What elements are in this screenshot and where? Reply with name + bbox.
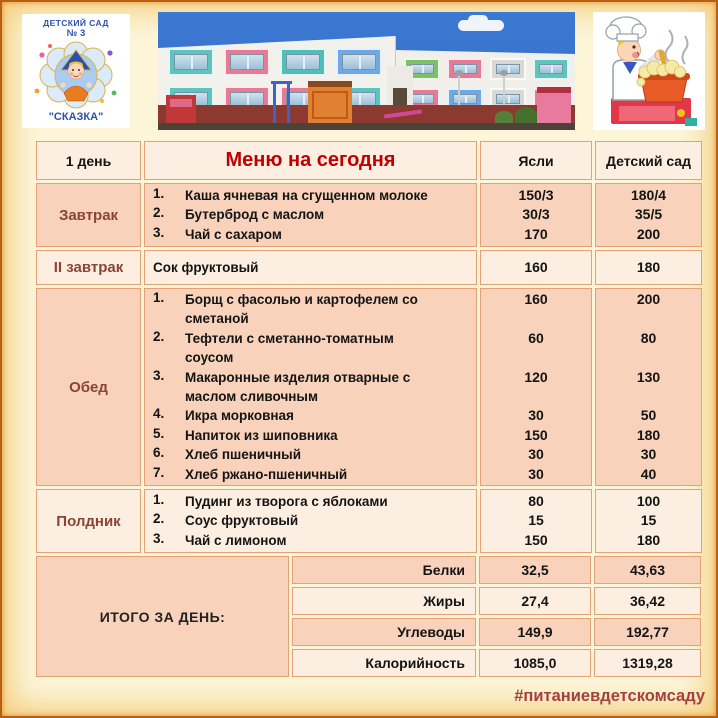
- nutrient-value-sad: 36,42: [594, 587, 701, 615]
- portion-value: 100: [636, 492, 661, 509]
- nutrient-label: Жиры: [292, 587, 476, 615]
- item-number: 6.: [153, 445, 165, 461]
- item-number: 5.: [153, 425, 165, 441]
- portion-value: 80: [640, 329, 657, 346]
- menu-items-cell: [144, 288, 477, 486]
- portion-value: 180/4: [630, 186, 667, 203]
- menu-item-line: Пудинг из творога с яблоками: [185, 493, 388, 509]
- menu-item-line: Хлеб ржано-пшеничный: [185, 466, 348, 482]
- portion-value: [481, 309, 591, 328]
- item-text: [185, 290, 418, 329]
- playground-pole: [287, 81, 290, 123]
- item-text: [185, 531, 286, 550]
- header-sad: Детский сад: [595, 141, 702, 180]
- portion-value: 170: [524, 225, 548, 242]
- hashtag: #питаниевдетскомсаду: [514, 687, 705, 705]
- sad-values-cell: [595, 489, 702, 553]
- portion-value: 200: [636, 290, 661, 307]
- portion-value: 160: [524, 290, 548, 307]
- item-number: 4.: [153, 406, 165, 422]
- playground-tower: [308, 81, 352, 123]
- item-text: [185, 368, 410, 407]
- sad-values-cell: [595, 250, 702, 285]
- yasli-values-cell: [480, 250, 592, 285]
- menu-item: [153, 445, 476, 464]
- menu-item-line: Икра морковная: [185, 408, 294, 424]
- totals-row-Белки: [292, 556, 702, 584]
- menu-item: [153, 186, 476, 205]
- menu-item: [153, 258, 476, 277]
- window-glass: [453, 94, 477, 104]
- menu-item-line: Тефтели с сметанно-томатным: [185, 330, 394, 346]
- menu-item-line: Чай с сахаром: [185, 226, 282, 242]
- menu-item: [153, 205, 476, 224]
- logo-title-line2: № 3: [66, 28, 86, 39]
- playground-red-structure: [166, 95, 196, 123]
- menu-item: [153, 531, 476, 550]
- portion-value: 15: [528, 512, 544, 529]
- menu-item: [153, 290, 476, 329]
- item-text: [185, 426, 338, 445]
- totals-row-Калорийность: [292, 649, 702, 677]
- building-window: [224, 48, 270, 76]
- item-number: 2.: [153, 511, 165, 527]
- portion-value: 15: [640, 512, 657, 529]
- bush: [515, 107, 537, 123]
- yasli-values-cell: [480, 489, 592, 553]
- menu-section-row-lunch: [36, 288, 702, 486]
- portion-value: 180: [636, 258, 661, 275]
- nutrient-value-sad: 43,63: [594, 556, 701, 584]
- menu-item: [153, 511, 476, 530]
- building-window: [447, 58, 483, 80]
- portion-value: [481, 387, 591, 406]
- header-yasli: Ясли: [480, 141, 592, 180]
- building-window: [533, 58, 569, 80]
- menu-items-cell: [144, 250, 477, 285]
- nutrient-label: Углеводы: [292, 618, 476, 646]
- meal-label: Обед: [36, 288, 141, 486]
- logo-name: "СКАЗКА": [48, 111, 104, 123]
- menu-item: [153, 406, 476, 425]
- item-number: 1.: [153, 185, 165, 201]
- menu-item-line: Макаронные изделия отварные с: [185, 369, 411, 385]
- menu-item-line: Борщ с фасолью и картофелем со: [185, 291, 418, 307]
- menu-table: [36, 141, 702, 677]
- menu-section-row-snack: [36, 489, 702, 553]
- portion-value: 130: [636, 368, 661, 385]
- nutrient-value-yasli: 149,9: [479, 618, 591, 646]
- nutrient-value-yasli: 1085,0: [479, 649, 591, 677]
- portion-value: 200: [636, 225, 661, 242]
- portion-value: 150: [524, 531, 548, 548]
- playground-crossbar: [271, 81, 292, 84]
- chef-icon: [593, 12, 705, 130]
- menu-item-line: Соус фруктовый: [185, 513, 299, 529]
- totals-row-Жиры: [292, 587, 702, 615]
- item-number: 2.: [153, 328, 165, 344]
- menu-item-line: Сок фруктовый: [153, 259, 259, 275]
- portion-value: 30: [528, 407, 544, 424]
- portion-value: 40: [640, 465, 657, 482]
- window-glass: [342, 54, 376, 70]
- totals-section: [36, 556, 702, 677]
- meal-label: Полдник: [36, 489, 141, 553]
- portion-value: 35/5: [634, 206, 663, 223]
- nutrient-value-yasli: 27,4: [479, 587, 591, 615]
- item-number: 3.: [153, 367, 165, 383]
- item-text: [185, 492, 388, 511]
- menu-items-cell: [144, 489, 477, 553]
- portion-value: 50: [640, 407, 657, 424]
- logo-title-line1: ДЕТСКИЙ САД: [43, 18, 109, 28]
- building-window: [168, 48, 214, 76]
- window-glass: [496, 94, 520, 104]
- portion-value: 30/3: [522, 206, 550, 223]
- menu-items-cell: [144, 183, 477, 247]
- logo-girl-emblem: [22, 39, 130, 111]
- menu-item-line: маслом сливочным: [185, 389, 318, 404]
- portion-value: 120: [524, 368, 548, 385]
- playground-pole: [273, 81, 276, 123]
- portion-value: 30: [528, 465, 544, 482]
- portion-value: [481, 348, 591, 367]
- portion-value: [596, 387, 701, 406]
- portion-value: 30: [640, 446, 657, 463]
- playground-playhouse: [537, 87, 571, 123]
- menu-item: [153, 368, 476, 407]
- menu-item-line: Чай с лимоном: [185, 532, 287, 548]
- meal-label: Завтрак: [36, 183, 141, 247]
- menu-section-row-second: [36, 250, 702, 285]
- item-text: [185, 186, 428, 205]
- item-number: 2.: [153, 205, 165, 221]
- item-text: [185, 406, 294, 425]
- meal-label: II завтрак: [36, 250, 141, 285]
- ground: [158, 123, 575, 130]
- item-number: 3.: [153, 224, 165, 240]
- item-text: [185, 329, 394, 368]
- window-glass: [230, 54, 264, 70]
- portion-value: 60: [528, 329, 544, 346]
- totals-label: ИТОГО ЗА ДЕНЬ:: [36, 556, 289, 677]
- lamp-post: [503, 75, 505, 105]
- menu-section-row-breakfast: [36, 183, 702, 247]
- kindergarten-building-photo: [158, 12, 575, 130]
- menu-item: [153, 426, 476, 445]
- header-day: 1 день: [36, 141, 141, 180]
- menu-item-line: Каша ячневая на сгущенном молоке: [185, 187, 428, 203]
- building-entrance: [387, 66, 413, 110]
- menu-item: [153, 492, 476, 511]
- portion-value: 150/3: [518, 186, 554, 203]
- item-text: [185, 205, 324, 224]
- building-window: [490, 58, 526, 80]
- yasli-values-cell: [480, 183, 592, 247]
- menu-title: Меню на сегодня: [144, 141, 477, 180]
- building-window: [336, 48, 382, 76]
- table-header-row: [36, 141, 702, 180]
- item-text: [185, 465, 347, 484]
- item-text: [185, 225, 282, 244]
- menu-item: [153, 329, 476, 368]
- menu-item-line: Напиток из шиповника: [185, 427, 338, 443]
- yasli-values-cell: [480, 288, 592, 486]
- window-glass: [230, 92, 264, 106]
- totals-rows: [292, 556, 702, 677]
- menu-item-line: Хлеб пшеничный: [185, 447, 302, 463]
- kindergarten-logo: [22, 14, 130, 128]
- nutrient-label: Белки: [292, 556, 476, 584]
- item-text: [185, 445, 301, 464]
- item-text: [153, 258, 258, 277]
- sad-values-cell: [595, 183, 702, 247]
- portion-value: 80: [528, 492, 544, 509]
- chef-illustration: [593, 12, 705, 130]
- lamp-post: [458, 75, 460, 105]
- window-glass: [174, 54, 208, 70]
- totals-row-Углеводы: [292, 618, 702, 646]
- item-number: 7.: [153, 464, 165, 480]
- portion-value: [596, 309, 701, 328]
- portion-value: [596, 348, 701, 367]
- portion-value: 30: [528, 446, 544, 463]
- sad-values-cell: [595, 288, 702, 486]
- menu-item: [153, 225, 476, 244]
- portion-value: 150: [524, 426, 548, 443]
- bush: [495, 111, 513, 123]
- menu-item-line: сметаной: [185, 311, 249, 327]
- building-window: [280, 48, 326, 76]
- menu-item: [153, 465, 476, 484]
- cloud: [458, 20, 504, 31]
- item-number: 3.: [153, 530, 165, 546]
- window-glass: [539, 64, 563, 74]
- nutrient-value-yasli: 32,5: [479, 556, 591, 584]
- nutrient-label: Калорийность: [292, 649, 476, 677]
- window-glass: [286, 54, 320, 70]
- portion-value: 160: [524, 258, 548, 275]
- item-number: 1.: [153, 491, 165, 507]
- menu-item-line: соусом: [185, 350, 234, 366]
- nutrient-value-sad: 1319,28: [594, 649, 701, 677]
- portion-value: 180: [636, 531, 661, 548]
- nutrient-value-sad: 192,77: [594, 618, 701, 646]
- menu-item-line: Бутерброд с маслом: [185, 207, 325, 223]
- item-number: 1.: [153, 289, 165, 305]
- portion-value: 180: [636, 426, 661, 443]
- item-text: [185, 511, 298, 530]
